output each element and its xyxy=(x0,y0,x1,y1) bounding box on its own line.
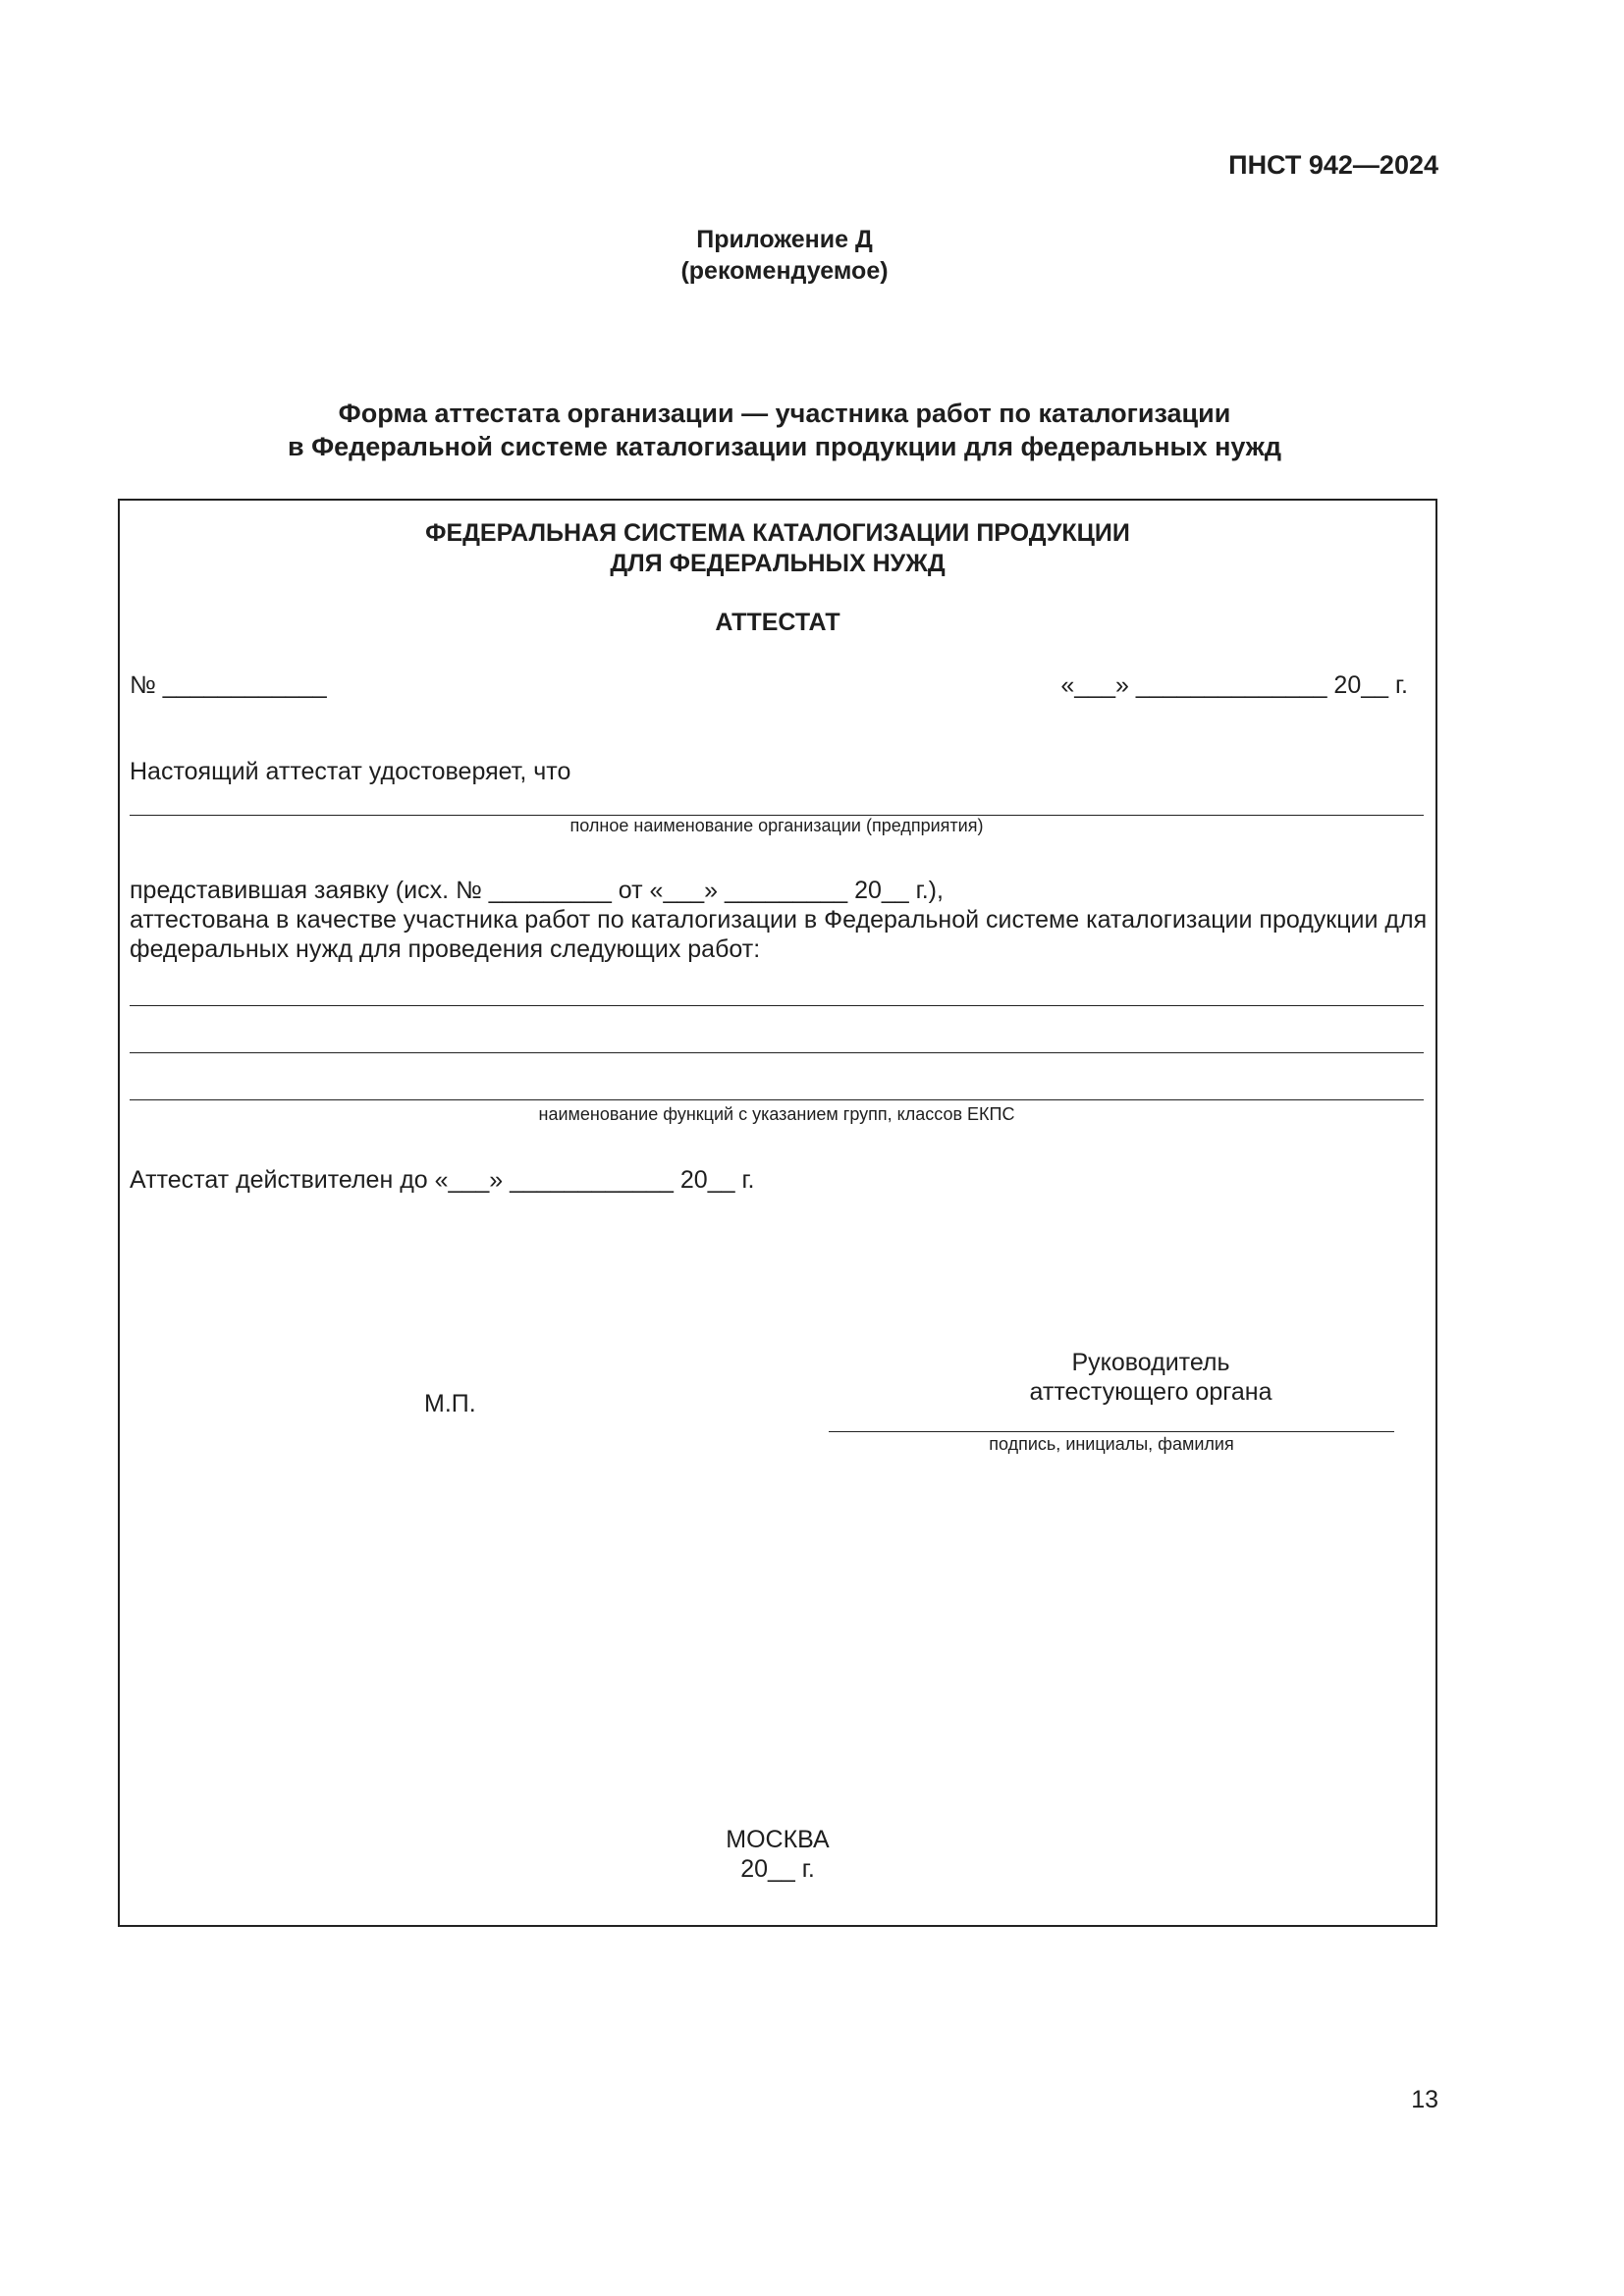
system-name-line-1: ФЕДЕРАЛЬНАЯ СИСТЕМА КАТАЛОГИЗАЦИИ ПРОДУКЦИИ xyxy=(425,519,1130,547)
attested-line-2: федеральных нужд для проведения следующих работ: xyxy=(130,935,761,963)
request-line: представившая заявку (исх. № _________ от «___» _________ 20__ г.), xyxy=(130,877,944,904)
certificate-number-field: № ____________ xyxy=(130,671,327,699)
seal-mark: М.П. xyxy=(424,1390,476,1417)
signature-line xyxy=(829,1431,1394,1432)
form-title-line-1: Форма аттестата организации — участника работ по каталогизации xyxy=(338,399,1231,428)
annex-title: Приложение Д xyxy=(696,226,873,253)
functions-hint: наименование функций с указанием групп, классов ЕКПС xyxy=(538,1104,1015,1124)
signature-hint: подпись, инициалы, фамилия xyxy=(989,1434,1234,1454)
certificate-heading: АТТЕСТАТ xyxy=(715,609,840,636)
head-title-line-1: Руководитель xyxy=(1071,1349,1230,1376)
system-name-line-2: ДЛЯ ФЕДЕРАЛЬНЫХ НУЖД xyxy=(610,550,946,577)
functions-line-3 xyxy=(130,1099,1424,1100)
functions-line-1 xyxy=(130,1005,1424,1006)
certificate-form-frame xyxy=(118,499,1437,1927)
certifies-text: Настоящий аттестат удостоверяет, что xyxy=(130,758,571,785)
organization-name-hint: полное наименование организации (предприятия) xyxy=(569,816,984,835)
page-number: 13 xyxy=(1411,2086,1438,2113)
document-code: ПНСТ 942—2024 xyxy=(1228,150,1438,180)
form-title-line-2: в Федеральной системе каталогизации продукции для федеральных нужд xyxy=(287,432,1282,461)
annex-status: (рекомендуемое) xyxy=(680,257,889,285)
issue-year: 20__ г. xyxy=(740,1855,815,1883)
city-name: МОСКВА xyxy=(726,1826,830,1853)
certificate-date-field: «___» ______________ 20__ г. xyxy=(1060,671,1408,699)
head-title-line-2: аттестующего органа xyxy=(1029,1378,1272,1406)
validity-text: Аттестат действителен до «___» ____________ 20__ г. xyxy=(130,1166,755,1194)
attested-line-1: аттестована в качестве участника работ по каталогизации в Федеральной системе каталогизации продукции для xyxy=(130,906,1428,934)
functions-line-2 xyxy=(130,1052,1424,1053)
